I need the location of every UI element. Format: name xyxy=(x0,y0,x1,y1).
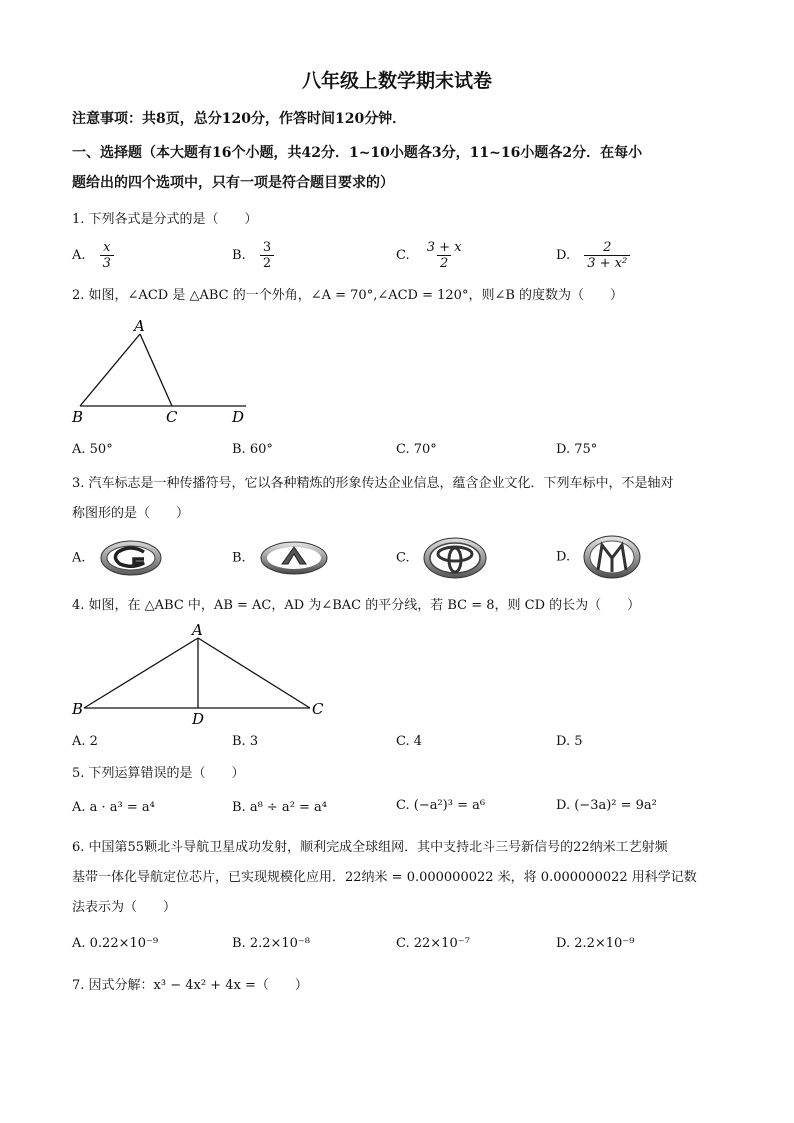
q5-option-d[interactable]: D. (−3a)² = 9a² xyxy=(556,798,657,813)
q4-option-a[interactable]: A. 2 xyxy=(72,734,98,749)
q2-line-ab xyxy=(80,334,140,406)
gac-logo-icon xyxy=(98,538,164,578)
q4-option-b[interactable]: B. 3 xyxy=(232,734,259,749)
hongqi-logo-icon xyxy=(582,534,642,580)
q3-stem-line1: 3. 汽车标志是一种传播符号，它以各种精炼的形象传达企业信息，蕴含企业文化．下列车标中，不是轴对 xyxy=(72,476,674,491)
q2-triangle-figure xyxy=(70,318,260,430)
q6-option-d[interactable]: D. 2.2×10⁻⁹ xyxy=(556,936,635,951)
q1-option-b-label: B. xyxy=(232,248,246,263)
q2-option-c[interactable]: C. 70° xyxy=(396,442,437,457)
q6-stem-line1: 6. 中国第55颗北斗导航卫星成功发射，顺利完成全球组网．其中支持北斗三号新信号的22纳米工艺射频 xyxy=(72,840,668,855)
q2-option-b[interactable]: B. 60° xyxy=(232,442,273,457)
q3-option-c[interactable] xyxy=(396,536,488,580)
q4-line-ab xyxy=(84,638,198,708)
q1-option-a[interactable] xyxy=(72,240,114,271)
q4-option-d[interactable]: D. 5 xyxy=(556,734,583,749)
section-heading-line2: 题给出的四个选项中，只有一项是符合题目要求的） xyxy=(72,175,394,191)
q1-a-denominator: 3 xyxy=(100,255,114,271)
q4-point-a: A xyxy=(192,621,203,639)
q2-point-d: D xyxy=(232,408,245,426)
q1-option-d[interactable] xyxy=(556,240,630,271)
q1-option-a-label: A. xyxy=(72,248,86,263)
q4-point-d: D xyxy=(192,710,205,728)
q1-option-b[interactable] xyxy=(232,240,274,271)
q1-b-numerator: 3 xyxy=(262,240,272,255)
q5-option-b[interactable]: B. a⁸ ÷ a² = a⁴ xyxy=(232,800,328,815)
q2-option-d[interactable]: D. 75° xyxy=(556,442,598,457)
q4-point-b: B xyxy=(72,700,84,718)
q3-option-a[interactable] xyxy=(72,538,164,578)
q7-stem: 7. 因式分解：x³ − 4x² + 4x =（ ） xyxy=(72,978,308,993)
q2-point-c: C xyxy=(166,408,178,426)
q4-option-c[interactable]: C. 4 xyxy=(396,734,423,749)
q1-d-denominator: 3 + x² xyxy=(584,255,630,271)
q3-option-d-label: D. xyxy=(556,549,571,565)
q3-stem-line2: 称图形的是（ ） xyxy=(72,506,190,521)
q1-b-denominator: 2 xyxy=(260,255,274,271)
q1-stem: 1. 下列各式是分式的是（ ） xyxy=(72,212,258,227)
q6-option-a[interactable]: A. 0.22×10⁻⁹ xyxy=(72,936,159,951)
q2-point-a: A xyxy=(134,318,145,335)
q5-option-a[interactable]: A. a · a³ = a⁴ xyxy=(72,800,155,815)
q3-option-b-label: B. xyxy=(232,550,246,566)
q2-option-a[interactable]: A. 50° xyxy=(72,442,113,457)
q3-option-c-label: C. xyxy=(396,550,410,566)
q3-option-d[interactable] xyxy=(556,534,642,580)
q4-stem: 4. 如图，在 △ABC 中，AB = AC，AD 为∠BAC 的平分线，若 BC = 8，则 CD 的长为（ ） xyxy=(72,598,641,613)
section-heading-line1: 一、选择题（本大题有16个小题，共42分．1~10小题各3分，11~16小题各2分．在每小 xyxy=(72,145,643,161)
q3-option-b[interactable] xyxy=(232,538,330,578)
q6-stem-line2: 基带一体化导航定位芯片，已实现规模化应用．22纳米 = 0.000000022 米，将 0.000000022 用科学记数 xyxy=(72,870,697,885)
q6-option-c[interactable]: C. 22×10⁻⁷ xyxy=(396,936,470,951)
q1-option-c[interactable] xyxy=(396,240,465,271)
q2-point-b: B xyxy=(72,408,84,426)
q2-line-ac xyxy=(140,334,172,406)
q4-triangle-figure xyxy=(68,620,338,730)
q1-option-c-label: C. xyxy=(396,248,410,263)
q6-option-b[interactable]: B. 2.2×10⁻⁸ xyxy=(232,936,310,951)
infiniti-logo-icon xyxy=(258,538,330,578)
q1-d-numerator: 2 xyxy=(603,240,612,255)
q1-a-numerator: x xyxy=(103,240,111,255)
q6-stem-line3: 法表示为（ ） xyxy=(72,900,177,915)
q4-line-ac xyxy=(198,638,310,708)
q1-c-denominator: 2 xyxy=(437,255,451,271)
page-title: 八年级上数学期末试卷 xyxy=(301,70,492,92)
q3-option-a-label: A. xyxy=(72,550,86,566)
toyota-logo-icon xyxy=(422,536,488,580)
q1-c-numerator: 3 + x xyxy=(426,240,462,255)
q5-option-c[interactable]: C. (−a²)³ = a⁶ xyxy=(396,798,486,813)
q4-point-c: C xyxy=(312,700,324,718)
q5-stem: 5. 下列运算错误的是（ ） xyxy=(72,766,245,781)
q1-option-d-label: D. xyxy=(556,248,571,263)
q2-stem: 2. 如图，∠ACD 是 △ABC 的一个外角，∠A = 70°,∠ACD = 120°，则∠B 的度数为（ ） xyxy=(72,288,624,303)
exam-notice: 注意事项：共8页，总分120分，作答时间120分钟． xyxy=(72,111,407,127)
